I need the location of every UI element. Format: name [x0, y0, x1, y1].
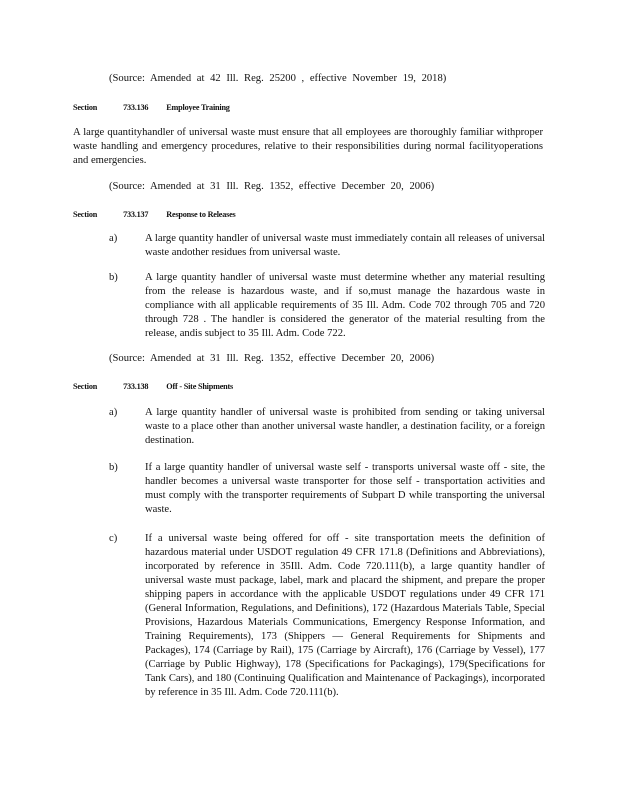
section-title: Employee Training [166, 103, 230, 112]
item-label: a) [109, 233, 118, 244]
item-label: c) [109, 533, 118, 544]
section-label: Section [73, 382, 98, 391]
section-heading [73, 208, 236, 222]
item-text: A large quantity handler of universal waste is prohibited from sending or taking universal waste to a place other than another universal waste handler, a destination facility, or a foreign destination. [145, 407, 545, 446]
section-number: 733.136 [123, 103, 149, 112]
section-number: 733.138 [123, 382, 149, 391]
section-heading [73, 101, 230, 115]
source-note: (Source: Amended at 42 Ill. Reg. 25200 , effective November 19, 2018) [109, 73, 447, 84]
section-title: Response to Releases [166, 210, 236, 219]
section-heading [73, 380, 233, 394]
section-number: 733.137 [123, 210, 149, 219]
item-text: A large quantity handler of universal waste must determine whether any material resulting from the release is hazardous waste, and if so,must manage the hazardous waste in compliance with all applicable requirements of 35 Ill. Adm. Code 702 through 705 and 720 through 728 . The handler is considered the generator of the material resulting from the release, andis subject to 35 Ill. Adm. Code 722. [145, 272, 545, 339]
source-note: (Source: Amended at 31 Ill. Reg. 1352, effective December 20, 2006) [109, 181, 435, 192]
section-label: Section [73, 210, 98, 219]
item-label: b) [109, 272, 118, 283]
source-note: (Source: Amended at 31 Ill. Reg. 1352, effective December 20, 2006) [109, 353, 435, 364]
item-text: A large quantity handler of universal waste must immediately contain all releases of universal waste andother residues from universal waste. [145, 233, 545, 258]
item-text: If a large quantity handler of universal waste self - transports universal waste off - site, the handler becomes a universal waste transporter for those self - transportation activities and must comply with the transporter requirements of Subpart D while transporting the universal waste. [145, 462, 545, 515]
item-label: a) [109, 407, 118, 418]
section-title: Off - Site Shipments [166, 382, 234, 391]
section-body: A large quantityhandler of universal waste must ensure that all employees are thoroughly familiar withproper waste handling and emergency procedures, relative to their responsibilities during normal facilityoperations and emergencies. [73, 127, 543, 166]
section-label: Section [73, 103, 98, 112]
item-label: b) [109, 462, 118, 473]
item-text: If a universal waste being offered for off - site transportation meets the definition of hazardous material under USDOT regulation 49 CFR 171.8 (Definitions and Abbreviations), incorporated by reference in 35Ill. Adm. Code 720.111(b), a large quantity handler of universal waste must package, label, mark and placard the shipment, and prepare the proper shipping papers in accordance with the applicable USDOT regulations under 49 CFR 171 (General Information, Regulations, and Definitions), 172 (Hazardous Materials Table, Special Provisions, Hazardous Materials Communications, Emergency Response Information, and Training Requirements), 173 (Shippers — General Requirements for Shipments and Packages), 174 (Carriage by Rail), 175 (Carriage by Aircraft), 176 (Carriage by Vessel), 177 (Carriage by Public Highway), 178 (Specifications for Packagings), 179(Specifications for Tank Cars), and 180 (Continuing Qualification and Maintenance of Packagings), incorporated by reference in 35 Ill. Adm. Code 720.111(b). [145, 533, 545, 698]
